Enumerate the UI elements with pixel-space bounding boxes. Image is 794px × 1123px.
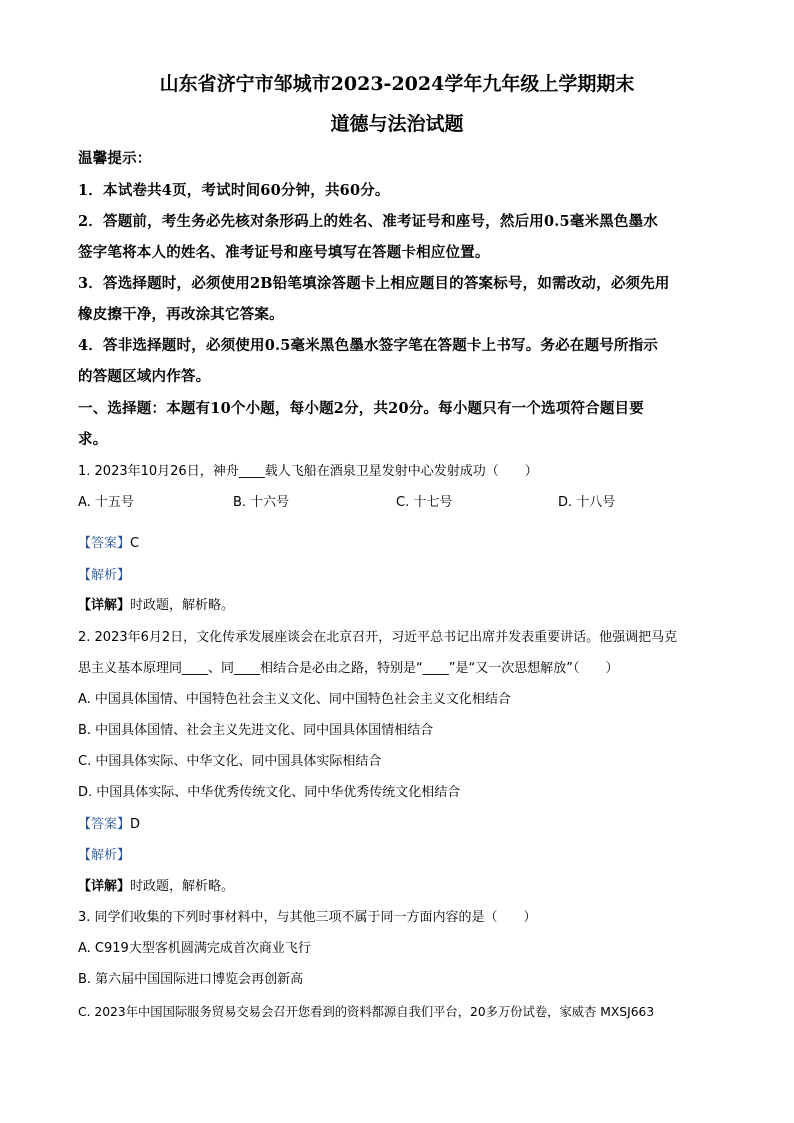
q2-detail <box>78 877 234 897</box>
q2-analysis-label: 【解析】 <box>78 848 131 863</box>
q1-analysis-label: 【解析】 <box>78 568 131 583</box>
q2-answer <box>78 815 140 835</box>
detail-label: 【详解】 <box>78 598 131 613</box>
question-3-stem: 3. 同学们收集的下列时事材料中，与其他三项不属于同一方面内容的是（ ） <box>78 910 537 925</box>
question-1-stem: 1. 2023年10月26日，神舟____载人飞船在酒泉卫星发射中心发射成功（ ） <box>78 464 538 479</box>
answer-value: D <box>130 817 141 832</box>
answer-value: C <box>130 536 140 551</box>
q3-option-b: B. 第六届中国国际进口博览会再创新高 <box>78 972 304 987</box>
notice-line: 橡皮擦干净，再改涂其它答案。 <box>78 306 284 323</box>
notice-heading: 温馨提示： <box>78 150 152 167</box>
detail-text: 时政题，解析略。 <box>130 598 235 613</box>
q1-option-d: D. 十八号 <box>558 495 616 510</box>
q1-detail <box>78 596 234 616</box>
q2-option-b: B. 中国具体国情、社会主义先进文化、同中国具体国情相结合 <box>78 723 434 738</box>
section-heading: 一、选择题：本题有10个小题，每小题2分，共20分。每小题只有一个选项符合题目要 <box>78 400 644 417</box>
q3-option-a: A. C919大型客机圆满完成首次商业飞行 <box>78 941 311 956</box>
document-title: 山东省济宁市邹城市2023-2024学年九年级上学期期末 <box>159 73 635 95</box>
q1-option-c: C. 十七号 <box>396 495 453 510</box>
q1-option-b: B. 十六号 <box>233 495 290 510</box>
q1-answer <box>78 534 139 554</box>
notice-line: 3．答选择题时，必须使用2B铅笔填涂答题卡上相应题目的答案标号，如需改动，必须先用 <box>78 275 670 292</box>
q2-option-d: D. 中国具体实际、中华优秀传统文化、同中华优秀传统文化相结合 <box>78 785 461 800</box>
q2-option-c: C. 中国具体实际、中华文化、同中国具体实际相结合 <box>78 754 382 769</box>
question-2-stem-cont: 思主义基本原理同____、同____相结合是必由之路，特别是“____”是“又一次思想解放”（ ） <box>78 661 619 676</box>
q3-option-c: C. 2023年中国国际服务贸易交易会召开您看到的资料都源自我们平台，20多万份试卷，家威杏 MXSJ663 <box>78 1005 655 1019</box>
notice-line: 1．本试卷共4页，考试时间60分钟，共60分。 <box>78 182 390 199</box>
notice-line: 2．答题前，考生务必先核对条形码上的姓名、准考证号和座号，然后用0.5毫米黑色墨水 <box>78 213 659 230</box>
notice-line: 4．答非选择题时，必须使用0.5毫米黑色墨水签字笔在答题卡上书写。务必在题号所指示 <box>78 337 659 354</box>
notice-line: 的答题区域内作答。 <box>78 368 211 385</box>
notice-line: 签字笔将本人的姓名、准考证号和座号填写在答题卡相应位置。 <box>78 244 490 261</box>
answer-label: 【答案】 <box>78 817 131 832</box>
section-heading-cont: 求。 <box>78 431 108 448</box>
question-2-stem: 2. 2023年6月2日，文化传承发展座谈会在北京召开，习近平总书记出席并发表重要讲话。他强调把马克 <box>78 630 678 645</box>
detail-label: 【详解】 <box>78 879 131 894</box>
document-subtitle: 道德与法治试题 <box>330 113 464 135</box>
answer-label: 【答案】 <box>78 536 131 551</box>
detail-text: 时政题，解析略。 <box>130 879 235 894</box>
q1-option-a: A. 十五号 <box>78 495 134 510</box>
q2-option-a: A. 中国具体国情、中国特色社会主义文化、同中国特色社会主义文化相结合 <box>78 692 511 707</box>
